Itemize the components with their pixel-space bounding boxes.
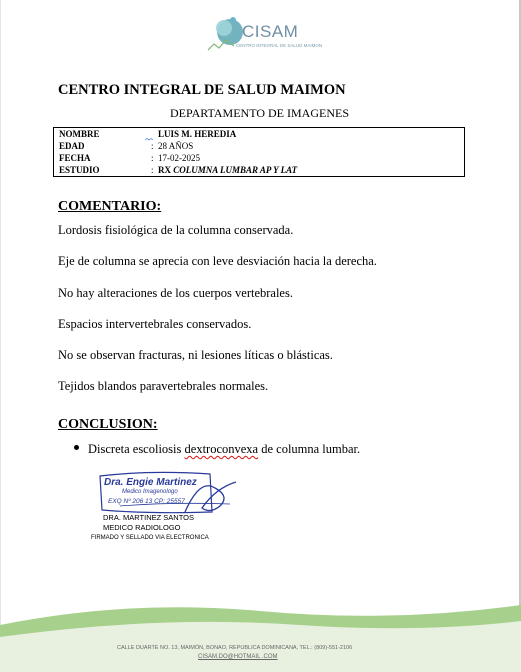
- stamp-doctor-role: Medico Imagenologo: [122, 489, 178, 495]
- stamp-doctor-name: Dra. Engie Martinez: [104, 477, 197, 488]
- info-colon: :: [151, 165, 154, 175]
- footer-address: CALLE DUARTE NO. 13, MAIMÓN, BONAO, REPUBLICA DOMINICANA, TEL.: (809)-551-2106: [117, 645, 353, 651]
- info-value: LUIS M. HEREDIA: [158, 129, 237, 139]
- comment-line: Lordosis fisiológica de la columna conservada.: [58, 223, 294, 237]
- info-colon: :: [151, 153, 154, 163]
- bullet-icon: [74, 445, 79, 450]
- logo-wordmark: CISAM: [242, 22, 299, 41]
- conclusion-bullet: Discreta escoliosis dextroconvexa de columna lumbar.: [74, 442, 360, 457]
- comment-line: No se observan fracturas, ni lesiones líticas o blásticas.: [58, 348, 333, 362]
- info-row-date: [59, 152, 459, 164]
- info-label: EDAD: [59, 141, 85, 151]
- comment-heading: COMENTARIO:: [58, 199, 162, 214]
- info-row-study: [59, 164, 459, 176]
- info-colon: :: [151, 141, 154, 151]
- doctor-name: DRA. MARTINEZ SANTOS: [103, 513, 194, 522]
- center-name-heading: CENTRO INTEGRAL DE SALUD MAIMON: [58, 82, 346, 98]
- footer-email-link[interactable]: CISAM.DO@HOTMAIL .COM: [198, 654, 278, 660]
- department-title: DEPARTAMENTO DE IMAGENES: [170, 106, 349, 120]
- page-edge-left: [0, 0, 1, 672]
- comment-line: Tejidos blandos paravertebrales normales.: [58, 379, 269, 393]
- info-label: NOMBRE: [59, 129, 100, 139]
- logo-tagline: CENTRO INTEGRAL DE SALUD MAIMON: [236, 43, 323, 48]
- comment-line: Espacios intervertebrales conservados.: [58, 317, 252, 331]
- conclusion-heading: CONCLUSION:: [58, 417, 158, 432]
- info-label: ESTUDIO: [59, 165, 100, 175]
- doctor-role: MEDICO RADIOLOGO: [103, 523, 181, 532]
- spellcheck-flagged-word: dextroconvexa: [184, 442, 259, 456]
- info-row-name: [59, 128, 459, 140]
- comment-line: Eje de columna se aprecia con leve desviación hacia la derecha.: [58, 254, 377, 268]
- cisam-logo: [200, 10, 323, 56]
- patient-info-box: [53, 127, 465, 177]
- footer-wave-decoration: [0, 595, 521, 672]
- stamp-registration: EXQ Nº 206 13 CP: 25557: [108, 498, 185, 505]
- info-value: 17-02-2025: [158, 153, 200, 163]
- comment-line: No hay alteraciones de los cuerpos vertebrales.: [58, 286, 293, 300]
- info-label: FECHA: [59, 153, 91, 163]
- info-value: 28 AÑOS: [158, 141, 194, 151]
- info-value: RX COLUMNA LUMBAR AP Y LAT: [158, 165, 298, 175]
- info-row-age: [59, 140, 459, 152]
- signed-electronically-note: FIRMADO Y SELLADO VIA ELECTRONICA: [91, 535, 209, 541]
